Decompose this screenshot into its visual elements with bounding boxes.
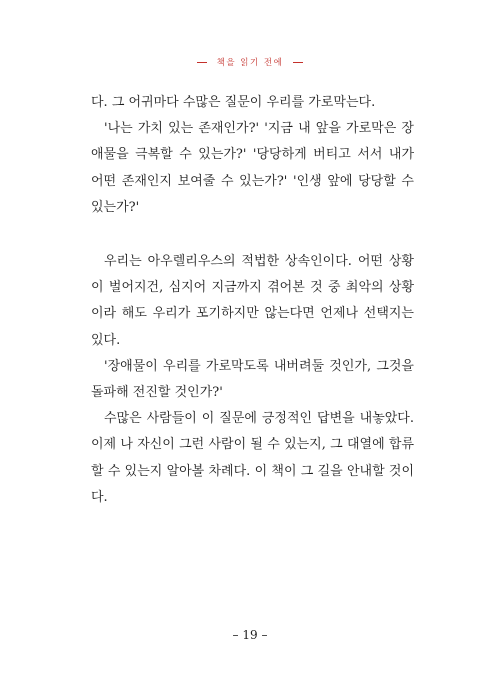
paragraph-questions: '나는 가치 있는 존재인가?' '지금 내 앞을 가로막은 장애물을 극복할 수 있는가?' '당당하게 버티고 서서 내가 어떤 존재인지 보여줄 수 있는가?' '인생 앞에 당당할 수 있는가?': [91, 121, 414, 215]
header-title: 책을 읽기 전에: [216, 58, 284, 68]
body-text: [91, 90, 414, 511]
paragraph-aurelius: 우리는 아우렐리우스의 적법한 상속인이다. 어떤 상황이 벌어지건, 심지어 지금까지 겪어본 것 중 최악의 상황이라 해도 우리가 포기하지만 않는다면 언제나 선택지는 있다.: [91, 254, 414, 348]
running-header: [0, 56, 500, 68]
paragraph-obstacle-question: '장애물이 우리를 가로막도록 내버려둘 것인가, 그것을 돌파해 전진할 것인가?': [91, 358, 414, 401]
paragraph-spacer: [91, 221, 414, 249]
paragraph-conclusion: 수많은 사람들이 이 질문에 긍정적인 답변을 내놓았다. 이제 나 자신이 그런 사람이 될 수 있는지, 그 대열에 합류할 수 있는지 알아볼 차례다. 이 책이 그 길을 안내할 것이다.: [91, 411, 414, 505]
paragraph-continued: 다. 그 어귀마다 수많은 질문이 우리를 가로막는다.: [91, 95, 376, 110]
page-number: – 19 –: [232, 628, 268, 642]
header-right-rule: [293, 62, 303, 63]
header-left-rule: [197, 62, 207, 63]
